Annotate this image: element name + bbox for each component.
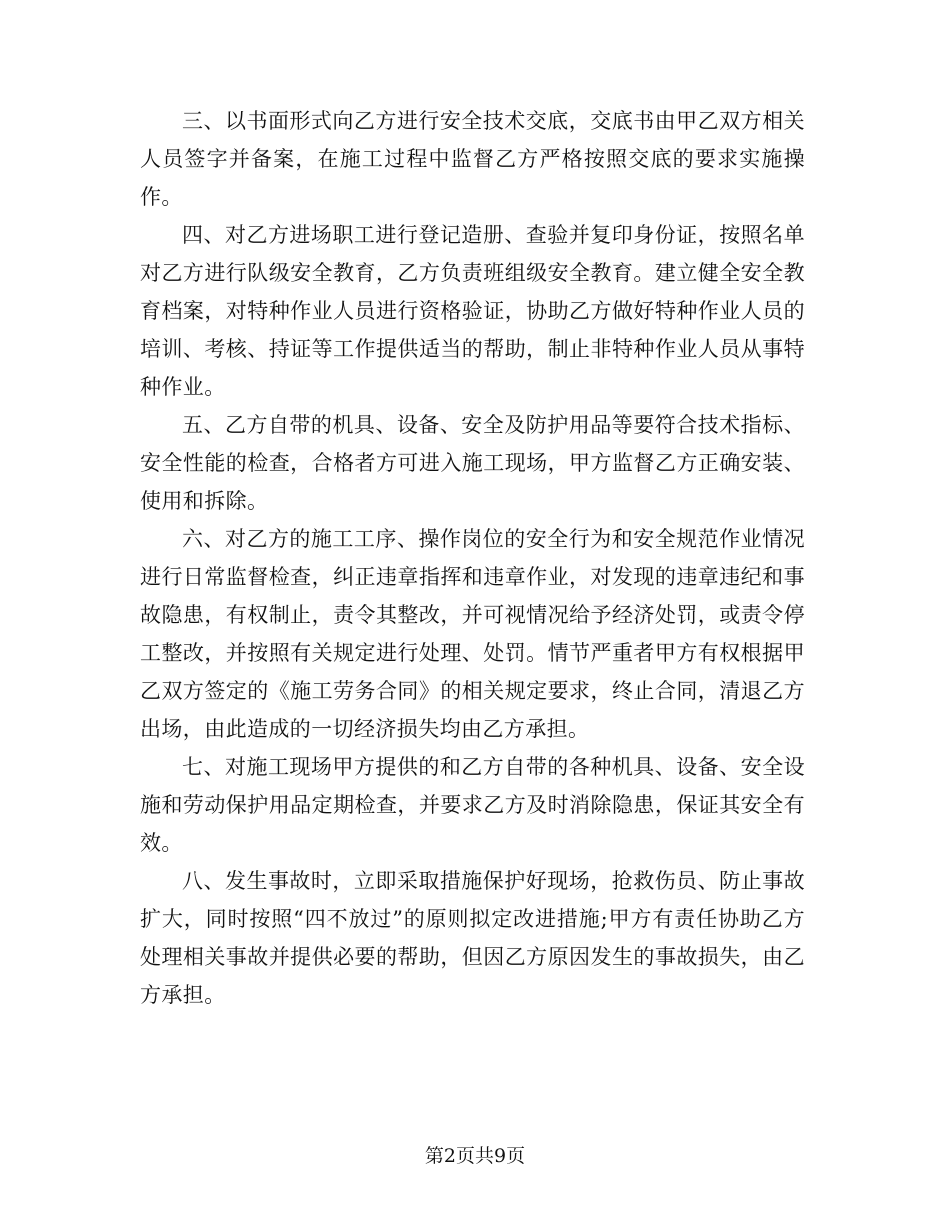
paragraph-4: 四、对乙方进场职工进行登记造册、查验并复印身份证，按照名单对乙方进行队级安全教育，乙方负责班组级安全教育。建立健全安全教育档案，对特种作业人员进行资格验证，协助乙方做好特种作业人员的培训、考核、持证等工作提供适当的帮助，制止非特种作业人员从事特种作业。 xyxy=(140,223,805,399)
paragraph-5: 五、乙方自带的机具、设备、安全及防护用品等要符合技术指标、安全性能的检查，合格者方可进入施工现场，甲方监督乙方正确安装、使用和拆除。 xyxy=(140,413,805,513)
paragraph-8: 八、发生事故时，立即采取措施保护好现场，抢救伤员、防止事故扩大，同时按照“四不放过”的原则拟定改进措施;甲方有责任协助乙方处理相关事故并提供必要的帮助，但因乙方原因发生的事故损失，由乙方承担。 xyxy=(140,869,805,1007)
paragraph-7: 七、对施工现场甲方提供的和乙方自带的各种机具、设备、安全设施和劳动保护用品定期检查，并要求乙方及时消除隐患，保证其安全有效。 xyxy=(140,755,805,855)
page-number-footer: 第2页共9页 xyxy=(424,1145,526,1167)
document-body xyxy=(140,102,805,1014)
paragraph-3: 三、以书面形式向乙方进行安全技术交底，交底书由甲乙双方相关人员签字并备案，在施工过程中监督乙方严格按照交底的要求实施操作。 xyxy=(140,109,805,209)
paragraph-6: 六、对乙方的施工工序、操作岗位的安全行为和安全规范作业情况进行日常监督检查，纠正违章指挥和违章作业，对发现的违章违纪和事故隐患，有权制止，责令其整改，并可视情况给予经济处罚，或责令停工整改，并按照有关规定进行处理、处罚。情节严重者甲方有权根据甲乙双方签定的《施工劳务合同》的相关规定要求，终止合同，清退乙方出场，由此造成的一切经济损失均由乙方承担。 xyxy=(140,527,805,741)
